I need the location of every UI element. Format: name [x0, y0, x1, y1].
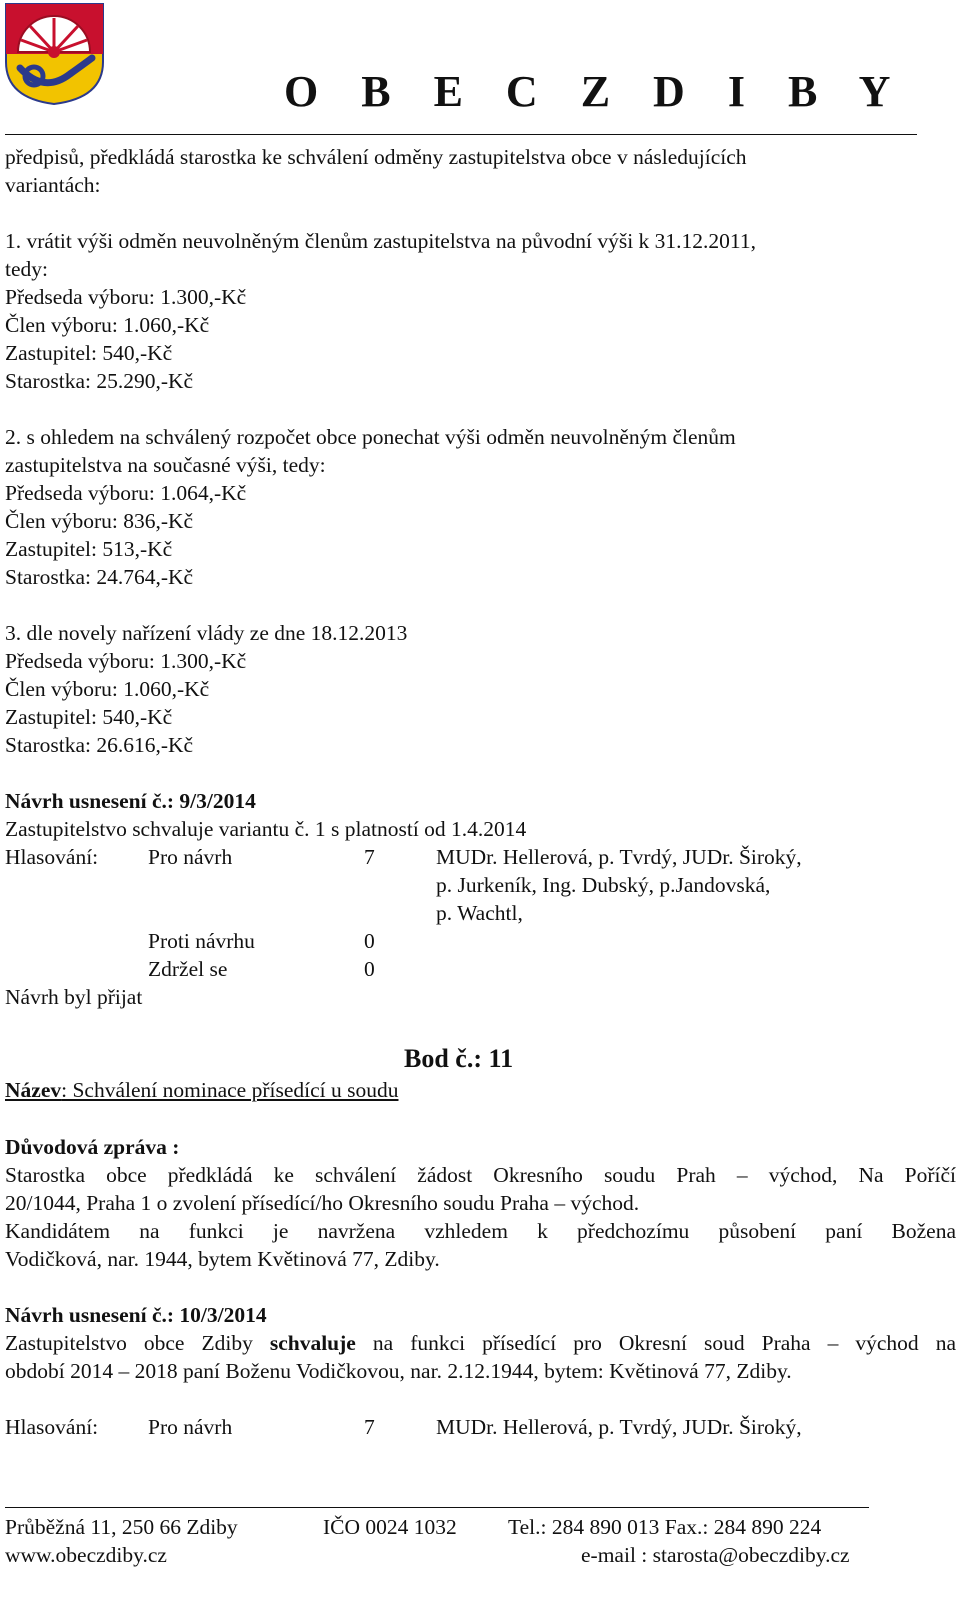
variant-2-item: Člen výboru: 836,-Kč: [5, 509, 194, 533]
variant-1-heading: tedy:: [5, 257, 48, 281]
page-title: O B E C Z D I B Y: [284, 67, 907, 116]
resolution-1-heading: [5, 787, 256, 815]
section-heading: Bod č.: 11: [404, 1044, 514, 1073]
section-name: [5, 1076, 398, 1104]
footer-website-link[interactable]: www.obeczdiby.cz: [5, 1543, 167, 1567]
reason-text: Vodičková, nar. 1944, bytem Květinová 77, Zdiby.: [5, 1247, 440, 1271]
vote-label: Hlasování:: [5, 1415, 99, 1439]
section-name-label: Název: [5, 1078, 62, 1102]
resolution-label: Návrh usnesení č.: [5, 1303, 167, 1327]
resolution-number: : 9/3/2014: [166, 789, 256, 813]
resolution-text-part: Zastupitelstvo obce Zdiby: [5, 1331, 270, 1355]
vote-for-label: Pro návrh: [148, 845, 233, 869]
resolution-2-heading: [5, 1301, 267, 1329]
vote-for-names: p. Jurkeník, Ing. Dubský, p.Jandovská,: [436, 873, 771, 897]
variant-1-item: Člen výboru: 1.060,-Kč: [5, 313, 210, 337]
vote-for-count: 7: [364, 845, 375, 869]
variant-1-item: Starostka: 25.290,-Kč: [5, 369, 194, 393]
vote-for-names: MUDr. Hellerová, p. Tvrdý, JUDr. Široký,: [436, 1415, 802, 1439]
variant-1-heading: 1. vrátit výši odměn neuvolněným členům zastupitelstva na původní výši k 31.12.2011,: [5, 229, 756, 253]
vote-label: Hlasování:: [5, 845, 99, 869]
variant-2-heading: 2. s ohledem na schválený rozpočet obce ponechat výši odměn neuvolněným členům: [5, 425, 736, 449]
intro-line: předpisů, předkládá starostka ke schválení odměny zastupitelstva obce v následujících: [5, 145, 747, 169]
resolution-number: : 10/3/2014: [166, 1303, 267, 1327]
intro-line: variantách:: [5, 173, 101, 197]
variant-1-item: Předseda výboru: 1.300,-Kč: [5, 285, 247, 309]
resolution-label: Návrh usnesení č.: [5, 789, 167, 813]
resolution-text-emphasis: schvaluje: [269, 1331, 356, 1355]
footer-ico: IČO 0024 1032: [323, 1515, 457, 1539]
vote-against-label: Proti návrhu: [148, 929, 255, 953]
variant-2-item: Starostka: 24.764,-Kč: [5, 565, 194, 589]
variant-3-heading: 3. dle novely nařízení vlády ze dne 18.12.2013: [5, 621, 408, 645]
variant-2-item: Zastupitel: 513,-Kč: [5, 537, 173, 561]
variant-3-item: Člen výboru: 1.060,-Kč: [5, 677, 210, 701]
resolution-2-text: období 2014 – 2018 paní Boženu Vodičkovou, nar. 2.12.1944, bytem: Květinová 77, Zdiby.: [5, 1359, 792, 1383]
reason-text: Kandidátem na funkci je navržena vzhledem k předchozímu působení paní Božena: [5, 1219, 956, 1243]
vote-abstain-label: Zdržel se: [148, 957, 228, 981]
footer-address: Průběžná 11, 250 66 Zdiby: [5, 1515, 238, 1539]
vote-for-names: p. Wachtl,: [436, 901, 523, 925]
resolution-text-part: na funkci přísedící pro Okresní soud Praha – východ na: [355, 1331, 956, 1355]
header-divider: [5, 134, 917, 135]
vote-for-count: 7: [364, 1415, 375, 1439]
variant-2-heading: zastupitelstva na současné výši, tedy:: [5, 453, 326, 477]
footer-phone-fax: Tel.: 284 890 013 Fax.: 284 890 224: [508, 1515, 822, 1539]
variant-3-item: Zastupitel: 540,-Kč: [5, 705, 173, 729]
resolution-2-text: [5, 1329, 956, 1357]
resolution-1-text: Zastupitelstvo schvaluje variantu č. 1 s platností od 1.4.2014: [5, 817, 527, 841]
reason-text: Starostka obce předkládá ke schválení žádost Okresního soudu Prah – východ, Na Poříčí: [5, 1163, 956, 1187]
variant-3-item: Předseda výboru: 1.300,-Kč: [5, 649, 247, 673]
resolution-result: Návrh byl přijat: [5, 985, 143, 1009]
variant-1-item: Zastupitel: 540,-Kč: [5, 341, 173, 365]
reason-heading: Důvodová zpráva :: [5, 1135, 180, 1159]
vote-for-names: MUDr. Hellerová, p. Tvrdý, JUDr. Široký,: [436, 845, 802, 869]
vote-against-count: 0: [364, 929, 375, 953]
municipal-coat-of-arms-icon: [4, 2, 105, 106]
variant-2-item: Předseda výboru: 1.064,-Kč: [5, 481, 247, 505]
reason-text: 20/1044, Praha 1 o zvolení přísedící/ho Okresního soudu Praha – východ.: [5, 1191, 640, 1215]
variant-3-item: Starostka: 26.616,-Kč: [5, 733, 194, 757]
footer-divider: [5, 1507, 869, 1508]
vote-abstain-count: 0: [364, 957, 375, 981]
footer-email-link[interactable]: e-mail : starosta@obeczdiby.cz: [581, 1543, 850, 1567]
section-name-text: : Schválení nominace přísedící u soudu: [61, 1078, 399, 1102]
vote-for-label: Pro návrh: [148, 1415, 233, 1439]
